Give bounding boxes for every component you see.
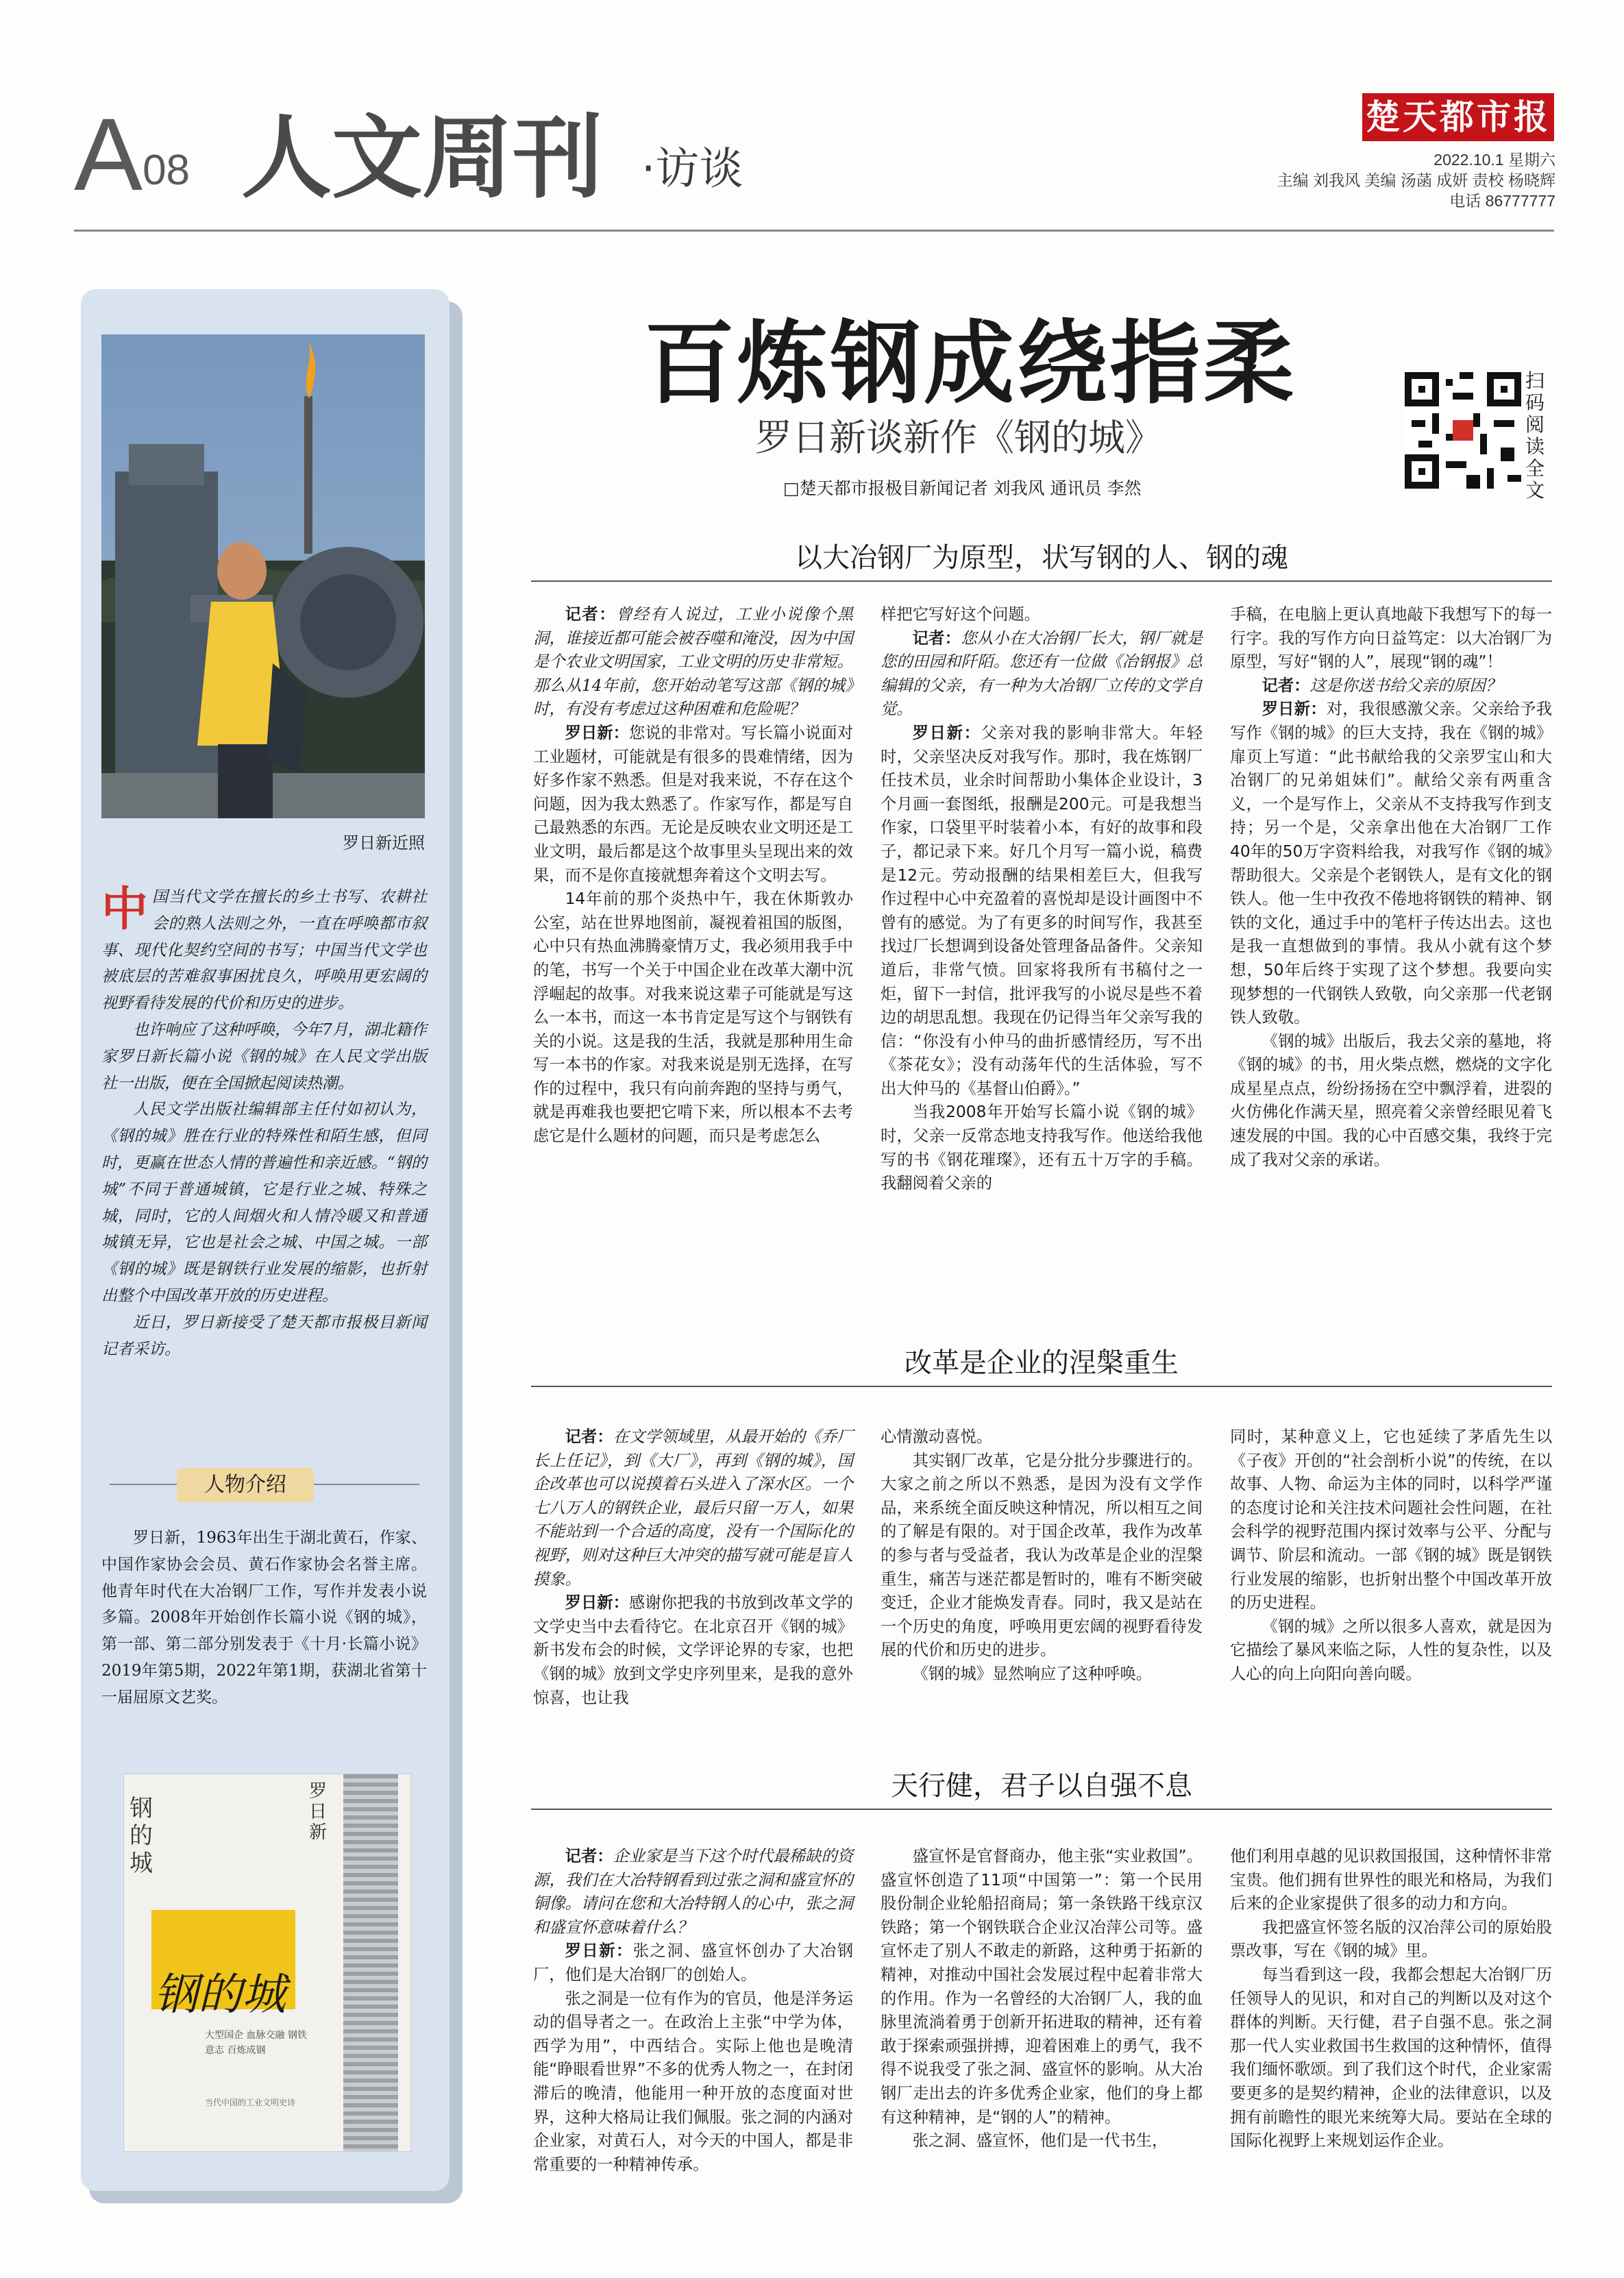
- interviewer-label: 记者：: [565, 1847, 613, 1865]
- interviewee-label: 罗日新：: [912, 723, 981, 742]
- paragraph: 《钢的城》出版后，我去父亲的墓地，将《钢的城》的书，用火柴点燃，燃烧的文字化成星星点点，纷纷扬扬在空中飘浮着，进裂的火仿佛化作满天星，照亮着父亲曾经眼见着飞速发展的中国。我的心中百感交集，我终于完成了我对父亲的承诺。: [1230, 1031, 1552, 1169]
- paragraph: 14年前的那个炎热中午，我在休斯敦办公室，站在世界地图前，凝视着祖国的版图，心中只有热血沸腾豪情万丈，我必须用我手中的笔，书写一个关于中国企业在改革大潮中沉浮崛起的故事。对我来说这辈子可能就是写这么一本书，而这一本书肯定是写这个与钢铁有关的小说。这是我的生活，我就是那种用生命写一本书的作家。对我来说是别无选择，在写作的过程中，我只有向前奔跑的坚持与勇气，就是再难我也要把它啃下来，所以根本不去考虑它是什么题材的问题，而只是考虑怎么: [533, 890, 853, 1146]
- article-title: 百炼钢成绕指柔: [644, 311, 1296, 417]
- s3-col1: [533, 1845, 853, 2177]
- section-title: 人文周刊: [241, 106, 603, 211]
- book-note: 当代中国的工业文明史诗: [205, 2098, 296, 2107]
- interviewer-label: 记者：: [912, 628, 961, 648]
- paragraph: 手稿，在电脑上更认真地敲下我想写下的每一行字。我的写作方向日益笃定：以大冶钢厂为原型，写好“钢的人”，展现“钢的魂”！: [1230, 605, 1552, 672]
- paragraph: 当我2008年开始写长篇小说《钢的城》时，父亲一反常态地支持我写作。他送给我他写的书《钢花璀璨》，还有五十万字的手稿。我翻阅着父亲的: [881, 1103, 1203, 1193]
- paragraph: 罗日新：张之洞、盛宣怀创办了大冶钢厂，他们是大冶钢厂的创始人。: [533, 1942, 854, 1984]
- paragraph: 每当看到这一段，我都会想起大冶钢厂历任领导人的见识，和对自己的判断以及对这个群体的判断。天行健，君子自强不息。张之洞那一代人实业救国书生救国的这种情怀，值得我们缅怀歌颂。到了我们这个时代，企业家需要更多的是契约精神，企业的法律意识，以及拥有前瞻性的眼光来统筹大局。要站在全球的国际化视野上来规划运作企业。: [1230, 1965, 1552, 2151]
- newspaper-logo: 楚天都市报: [1362, 93, 1554, 141]
- paragraph: 《钢的城》之所以很多人喜欢，就是因为它描绘了暴风来临之际，人性的复杂性，以及人心的向上向阳向善向暖。: [1230, 1617, 1552, 1683]
- paragraph: 记者：您从小在大冶钢厂长大，钢厂就是您的田园和阡陌。您还有一位做《冶钢报》总编辑的父亲，有一种为大冶钢厂立传的文学自觉。: [881, 628, 1203, 719]
- editor-phone: 电话 86777777: [1449, 192, 1555, 210]
- paragraph: 记者：企业家是当下这个时代最稀缺的资源，我们在大冶特钢看到过张之洞和盛宣怀的铜像。请问在您和大冶特钢人的心中，张之洞和盛宣怀意味着什么？: [533, 1847, 853, 1937]
- paragraph: 同时，某种意义上，它也延续了茅盾先生以《子夜》开创的“社会剖析小说”的传统，在以故事、人物、命运为主体的同时，以科学严谨的态度讨论和关注技术问题社会性问题，在社会科学的视野范围内探讨效率与公平、分配与调节、阶层和流动。一部《钢的城》既是钢铁行业发展的缩影，也折射出整个中国改革开放的历史进程。: [1230, 1428, 1552, 1613]
- book-cover: [123, 1774, 411, 2152]
- s1-col1: [533, 603, 853, 1149]
- book-author: 罗日新: [309, 1781, 328, 1843]
- paragraph: 罗日新：您说的非常对。写长篇小说面对工业题材，可能就是有很多的畏难情绪，因为好多作家不熟悉。但是对我来说，不存在这个问题，因为我太熟悉了。作家写作，都是写自己最熟悉的东西。无论是反映农业文明还是工业文明，最后都是这个故事里头呈现出来的效果，而不是你直接就想奔着这个文明去写。: [533, 723, 853, 885]
- page-number: A08: [74, 97, 190, 212]
- author-photo: [101, 334, 425, 818]
- interviewer-label: 记者：: [565, 605, 617, 624]
- book-tower-image: [343, 1774, 398, 2152]
- section-heading-3: 天行健，君子以自强不息: [531, 1769, 1552, 1811]
- paragraph: 张之洞、盛宣怀，他们是一代书生，: [912, 2131, 1168, 2151]
- s1-col3: [1230, 603, 1552, 1172]
- paragraph: 其实钢厂改革，它是分批分步骤进行的。大家之前之所以不熟悉，是因为没有文学作品，来系统全面反映这种情况，所以相互之间的了解是有限的。对于国企改革，我作为改革的参与者与受益者，我认为改革是企业的涅槃重生，痛苦与迷茫都是暂时的，唯有不断突破变迁，企业才能焕发青春。同时，我又是站在一个历史的角度，呼唤用更宏阔的视野看待发展的代价和历史的进步。: [881, 1451, 1203, 1660]
- byline: □楚天都市报极目新闻记者 刘我风 通讯员 李然: [783, 478, 1142, 498]
- paragraph: 记者：曾经有人说过，工业小说像个黑洞，谁接近都可能会被吞噬和淹没，因为中国是个农业文明国家，工业文明的历史非常短。那么从14年前，您开始动笔写这部《钢的城》时，有没有考虑过这种困难和危险呢？: [533, 605, 854, 719]
- photo-caption: 罗日新近照: [343, 833, 425, 853]
- paragraph: 他们利用卓越的见识救国报国，这种情怀非常宝贵。他们拥有世界性的眼光和格局，为我们后来的企业家提供了很多的动力和方向。: [1230, 1847, 1552, 1913]
- s3-col3: [1230, 1845, 1552, 2153]
- interviewee-label: 罗日新：: [565, 723, 630, 742]
- section-subtitle: ·访谈: [641, 144, 743, 195]
- paragraph: 记者：在文学领域里，从最开始的《乔厂长上任记》，到《大厂》，再到《钢的城》，国企改革也可以说摸着石头进入了深水区。一个七八万人的钢铁企业，最后只留一万人，如果不能站到一个合适的高度，没有一个国际化的视野，则对这种巨大冲突的描写就可能是盲人摸象。: [533, 1428, 853, 1589]
- paragraph: 记者：这是你送书给父亲的原因？: [1262, 676, 1502, 695]
- paragraph: 我把盛宣怀签名版的汉冶萍公司的原始股票改事，写在《钢的城》里。: [1230, 1918, 1552, 1961]
- s3-col2: [881, 1845, 1203, 2153]
- author-bio: 罗日新，1963年出生于湖北黄石，作家、中国作家协会会员、黄石作家协会名誉主席。他青年时代在大冶钢厂工作，写作并发表小说多篇。2008年开始创作长篇小说《钢的城》，第一部、第二部分别发表于《十月·长篇小说》2019年第5期，2022年第1期，获湖北省第十一届屈原文艺奖。: [101, 1529, 427, 1706]
- qr-code[interactable]: [1405, 372, 1521, 489]
- paragraph: 罗日新：感谢你把我的书放到改革文学的文学史当中去看待它。在北京召开《钢的城》新书发布会的时候，文学评论界的专家，也把《钢的城》放到文学史序列里来，是我的意外惊喜，也让我: [533, 1593, 853, 1707]
- article-subtitle: 罗日新谈新作《钢的城》: [755, 416, 1162, 459]
- person-heading: 人物介绍: [177, 1468, 314, 1502]
- paragraph: 罗日新：父亲对我的影响非常大。年轻时，父亲坚决反对我写作。那时，我在炼钢厂任技术员，业余时间帮助小集体企业设计，3个月画一套图纸，报酬是200元。可是我想当作家，口袋里平时装着小本，有好的故事和段子，都记录下来。好几个月写一篇小说，稿费是12元。劳动报酬的结果相差巨大，但我写作过程中心中充盈着的喜悦却是设计画图中不曾有的感觉。为了有更多的时间写作，我甚至找过厂长想调到设备处管理备品备件。父亲知道后，非常气愤。回家将我所有书稿付之一炬，留下一封信，批评我写的小说尽是些不着边的胡思乱想。我现在仍记得当年父亲写我的信：“你没有小仲马的曲折感情经历，写不出《茶花女》；没有动荡年代的生活体验，写不出大仲马的《基督山伯爵》。”: [881, 723, 1203, 1098]
- paragraph: 盛宣怀是官督商办，他主张“实业救国”。盛宣怀创造了11项“中国第一”：第一个民用股份制企业轮船招商局；第一条铁路干线京汉铁路；第一个钢铁联合企业汉冶萍公司等。盛宣怀走了别人不敢走的新路，这种勇于拓新的精神，对推动中国社会发展过程中起着非常大的作用。作为一名曾经的大冶钢厂人，我的血脉里流淌着勇于创新开拓进取的精神，还有着敢于探索顽强拼搏，迎着困难上的勇气，我不得不说我受了张之洞、盛宣怀的影响。从大冶钢厂走出去的许多优秀企业家，他们的身上都有这种精神，是“钢的人”的精神。: [881, 1847, 1203, 2127]
- header-rule: [74, 230, 1554, 232]
- interviewee-label: 罗日新：: [565, 1942, 633, 1961]
- paragraph: 样把它写好这个问题。: [881, 605, 1040, 624]
- s2-col1: [533, 1425, 853, 1710]
- intro-text: 中国当代文学在擅长的乡土书写、农耕社会的熟人法则之外，一直在呼唤都市叙事、现代化契约空间的书写；中国当代文学也被底层的苦难叙事困扰良久，呼唤用更宏阔的视野看待发展的代价和历史的进步。 也许响应了这种呼唤，今年7月，湖北籍作家罗日新长篇小说《钢的城》在人民文学出版社一出版，便在全国掀起阅读热潮。 人民文学出版社编辑部主任付如初认为，《钢的城》胜在行业的特殊性和陌生感，但同时，更赢在世态人情的普遍性和亲近感。“钢的城”不同于普通城镇，它是行业之城、特殊之城，同时，它的人间烟火和人情冷暖又和普通城镇无异，它也是社会之城、中国之城。一部《钢的城》既是钢铁行业发展的缩影，也折射出整个中国改革开放的历史进程。 近日，罗日新接受了楚天都市报极目新闻记者采访。: [101, 883, 427, 1358]
- qr-label: 扫码阅读全文: [1525, 369, 1545, 502]
- book-blurb: 大型国企 血脉交融 钢铁意志 百炼成钢: [205, 2030, 307, 2056]
- interviewer-label: 记者：: [565, 1428, 613, 1446]
- paragraph: 心情激动喜悦。: [881, 1428, 993, 1446]
- interviewee-label: 罗日新：: [565, 1593, 630, 1613]
- book-title: 钢的城: [154, 1970, 286, 2020]
- section-heading-1: 以大冶钢厂为原型，状写钢的人、钢的魂: [531, 541, 1552, 583]
- paragraph: 张之洞是一位有作为的官员，他是洋务运动的倡导者之一。在政治上主张“中学为体，西学为用”，中西结合。实际上他也是晚清能“睁眼看世界”不多的优秀人物之一，在封闭滞后的晚清，他能用一种开放的态度面对世界，这种大格局让我们佩服。张之洞的内涵对企业家，对黄石人，对今天的中国人，都是非常重要的一种精神传承。: [533, 1989, 853, 2174]
- paragraph: 《钢的城》显然响应了这种呼唤。: [912, 1664, 1153, 1683]
- paragraph: 罗日新：对，我很感激父亲。父亲给予我写作《钢的城》的巨大支持，我在《钢的城》扉页上写道：“此书献给我的父亲罗宝山和大冶钢厂的兄弟姐妹们”。献给父亲有两重含义，一个是写作上，父亲从不支持我写作到支持；另一个是，父亲拿出他在大冶钢厂工作40年的50万字资料给我，对我写作《钢的城》帮助很大。父亲是个老钢铁人，是有文化的钢铁人。他一生中孜孜不倦地将钢铁的精神、钢铁的文化，通过手中的笔杆子传达出去。这也是我一直想做到的事情。我从小就有这个梦想，50年后终于实现了这个梦想。我要向实现梦想的一代钢铁人致敬，向父亲那一代老钢铁人致敬。: [1230, 700, 1553, 1027]
- s2-col3: [1230, 1425, 1552, 1687]
- issue-date: 2022.10.1 星期六: [1434, 151, 1555, 169]
- interviewer-label: 记者：: [1262, 676, 1310, 695]
- section-heading-2: 改革是企业的涅槃重生: [531, 1347, 1552, 1388]
- dropcap: 中: [101, 883, 149, 937]
- editor-credits: 主编 刘我风 美编 汤菡 成妍 责校 杨晓辉: [1277, 171, 1555, 189]
- interviewee-label: 罗日新：: [1262, 700, 1327, 719]
- s1-col2: [881, 603, 1203, 1196]
- book-spine-title: 钢的城: [130, 1795, 153, 1877]
- s2-col2: [881, 1425, 1203, 1687]
